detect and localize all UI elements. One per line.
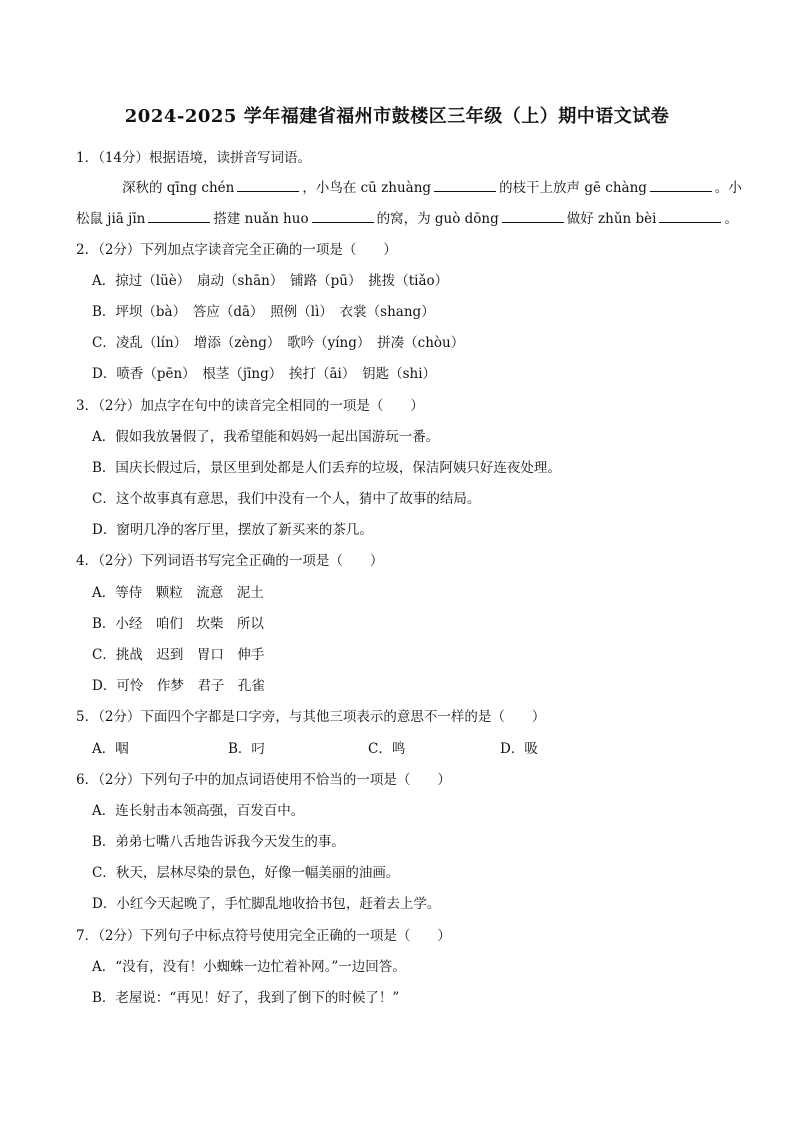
answer-blank[interactable]	[502, 210, 564, 223]
answer-blank[interactable]	[434, 179, 496, 192]
question-6-option-a: A．连长射击本领高强，百发百中。	[92, 803, 305, 819]
q1-text-f: 搭建 nuǎn huo	[213, 211, 309, 227]
question-1-line-1	[122, 176, 742, 196]
question-5-option-c: C．鸣	[368, 741, 406, 757]
q1-text-h: 做好 zhǔn bèi	[566, 211, 657, 227]
question-3-stem: 3．（2分）加点字在句中的读音完全相同的一项是（ ）	[76, 398, 424, 414]
question-1-stem: 1．（14分）根据语境，读拼音写词语。	[76, 150, 312, 166]
q1-text-b: ，小鸟在 cū zhuàng	[302, 180, 432, 196]
q1-text-e: 松鼠 jiā jīn	[76, 211, 146, 227]
question-3-option-a: A．假如我放暑假了，我希望能和妈妈一起出国游玩一番。	[92, 429, 440, 445]
question-6-option-b: B．弟弟七嘴八舌地告诉我今天发生的事。	[92, 834, 345, 850]
question-4-option-b: B．小经 咱们 坎柴 所以	[92, 616, 264, 632]
question-5-option-b: B．叼	[228, 741, 265, 757]
exam-title: 2024-2025 学年福建省福州市鼓楼区三年级（上）期中语文试卷	[124, 106, 670, 127]
question-5-option-d: D．吸	[500, 741, 538, 757]
answer-blank[interactable]	[659, 210, 721, 223]
question-5-stem: 5．（2分）下面四个字都是口字旁，与其他三项表示的意思不一样的是（ ）	[76, 709, 546, 725]
question-3-option-d: D．窗明几净的客厅里，摆放了新买来的茶几。	[92, 522, 373, 538]
answer-blank[interactable]	[148, 210, 210, 223]
answer-blank[interactable]	[312, 210, 374, 223]
question-6-option-d: D．小红今天起晚了，手忙脚乱地收拾书包，赶着去上学。	[92, 896, 441, 912]
question-7-option-b: B．老屋说：“再见！好了，我到了倒下的时候了！”	[92, 990, 400, 1006]
question-7-stem: 7．（2分）下列句子中标点符号使用完全正确的一项是（ ）	[76, 928, 451, 944]
answer-blank[interactable]	[650, 179, 712, 192]
question-2-option-d: D．喷香（pēn） 根茎（jīng） 挨打（āi） 钥匙（shi）	[92, 366, 437, 382]
q1-text-a: 深秋的 qīng chén	[122, 180, 235, 196]
q1-text-d: 。小	[714, 180, 742, 196]
q1-text-c: 的枝干上放声 gē chàng	[499, 180, 647, 196]
q1-text-i: 。	[724, 211, 738, 227]
answer-blank[interactable]	[237, 179, 299, 192]
question-2-option-a: A．掠过（lüè） 扇动（shān） 铺路（pū） 挑拨（tiǎo）	[92, 273, 449, 289]
question-7-option-a: A．“没有，没有！小蜘蛛一边忙着补网。”一边回答。	[92, 959, 406, 975]
question-2-stem: 2．（2分）下列加点字读音完全正确的一项是（ ）	[76, 242, 397, 258]
question-2-option-b: B．坪坝（bà） 答应（dā） 照例（lì） 衣裳（shang）	[92, 304, 435, 320]
question-5-option-a: A．咽	[92, 741, 129, 757]
question-3-option-c: C．这个故事真有意思，我们中没有一个人，猜中了故事的结局。	[92, 491, 481, 507]
question-4-option-d: D．可怜 作梦 君子 孔雀	[92, 678, 265, 694]
question-3-option-b: B．国庆长假过后，景区里到处都是人们丢弃的垃圾，保洁阿姨只好连夜处理。	[92, 460, 561, 476]
question-6-stem: 6．（2分）下列句子中的加点词语使用不恰当的一项是（ ）	[76, 772, 451, 788]
question-4-option-c: C．挑战 迟到 胃口 伸手	[92, 647, 265, 663]
q1-text-g: 的窝，为 guò dōng	[376, 211, 499, 227]
question-6-option-c: C．秋天，层林尽染的景色，好像一幅美丽的油画。	[92, 865, 400, 881]
question-4-stem: 4．（2分）下列词语书写完全正确的一项是（ ）	[76, 553, 384, 569]
question-4-option-a: A．等侍 颗粒 流意 泥土	[92, 585, 264, 601]
question-2-option-c: C．凌乱（lín） 增添（zèng） 歌吟（yíng） 拼凑（chòu）	[92, 335, 465, 351]
question-1-line-2	[76, 207, 738, 227]
